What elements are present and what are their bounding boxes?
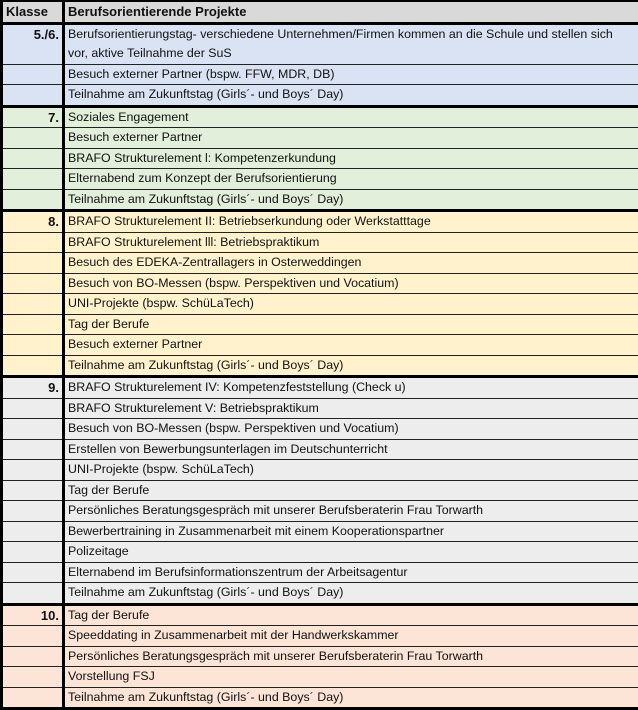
projekt-cell: Tag der Berufe: [64, 480, 638, 501]
projekt-cell: Berufsorientierungstag- verschiedene Unternehmen/Firmen kommen an die Schule und stellen sich vor, aktive Teilnahme der SuS: [64, 23, 638, 64]
table-row: [2, 562, 638, 583]
projekt-cell: BRAFO Strukturelement V: Betriebspraktikum: [64, 398, 638, 419]
klasse-cell-empty: [2, 355, 64, 377]
klasse-cell-empty: [2, 667, 64, 688]
klasse-cell-empty: [2, 232, 64, 253]
table-row: [2, 335, 638, 356]
projekt-cell: Teilnahme am Zukunftstag (Girls´- und Boys´ Day): [64, 583, 638, 605]
projekt-cell: Polizeitage: [64, 542, 638, 563]
table-row: [2, 211, 638, 233]
table-row: [2, 626, 638, 647]
klasse-cell: 8.: [2, 211, 64, 233]
table-row: [2, 273, 638, 294]
klasse-cell-empty: [2, 501, 64, 522]
projekt-cell: Soziales Engagement: [64, 106, 638, 128]
projekt-cell: Speeddating in Zusammenarbeit mit der Handwerkskammer: [64, 626, 638, 647]
table-row: [2, 64, 638, 85]
table-row: [2, 294, 638, 315]
klasse-cell-empty: [2, 273, 64, 294]
table-row: [2, 419, 638, 440]
table-row: [2, 169, 638, 190]
projekt-cell: Bewerbertraining in Zusammenarbeit mit einem Kooperationspartner: [64, 521, 638, 542]
table-row: [2, 106, 638, 128]
projekt-cell: Persönliches Beratungsgespräch mit unserer Berufsberaterin Frau Torwarth: [64, 501, 638, 522]
projekt-cell: BRAFO Strukturelement lll: Betriebspraktikum: [64, 232, 638, 253]
klasse-cell-empty: [2, 439, 64, 460]
projekt-cell: UNI-Projekte (bspw. SchüLaTech): [64, 294, 638, 315]
projekt-cell: BRAFO Strukturelement II: Betriebserkundung oder Werkstatttage: [64, 211, 638, 233]
klasse-cell-empty: [2, 335, 64, 356]
projekt-cell: Besuch von BO-Messen (bspw. Perspektiven und Vocatium): [64, 419, 638, 440]
table-row: [2, 253, 638, 274]
table-row: [2, 542, 638, 563]
projekt-cell: BRAFO Strukturelement l: Kompetenzerkundung: [64, 148, 638, 169]
klasse-cell: 10.: [2, 604, 64, 626]
table-row: [2, 85, 638, 107]
table-row: [2, 398, 638, 419]
projekt-cell: Teilnahme am Zukunftstag (Girls´- und Boys´ Day): [64, 687, 638, 709]
klasse-cell: 5./6.: [2, 23, 64, 64]
projekt-cell: Tag der Berufe: [64, 314, 638, 335]
klasse-cell-empty: [2, 253, 64, 274]
klasse-cell-empty: [2, 294, 64, 315]
table-row: [2, 646, 638, 667]
projekt-cell: Persönliches Beratungsgespräch mit unserer Berufsberaterin Frau Torwarth: [64, 646, 638, 667]
projekt-cell: Besuch des EDEKA-Zentrallagers in Osterweddingen: [64, 253, 638, 274]
header-klasse: Klasse: [2, 1, 64, 23]
projekt-cell: Tag der Berufe: [64, 604, 638, 626]
klasse-cell: 9.: [2, 377, 64, 399]
table-row: [2, 355, 638, 377]
klasse-cell-empty: [2, 189, 64, 211]
klasse-cell-empty: [2, 687, 64, 709]
projekt-cell: Vorstellung FSJ: [64, 667, 638, 688]
klasse-cell-empty: [2, 542, 64, 563]
projekt-cell: Teilnahme am Zukunftstag (Girls´- und Boys´ Day): [64, 355, 638, 377]
projekt-cell: Besuch externer Partner (bspw. FFW, MDR, DB): [64, 64, 638, 85]
klasse-cell: 7.: [2, 106, 64, 128]
projekt-cell: Teilnahme am Zukunftstag (Girls´- und Boys´ Day): [64, 189, 638, 211]
projekt-cell: Besuch externer Partner: [64, 335, 638, 356]
table-header-row: [2, 1, 638, 23]
klasse-cell-empty: [2, 626, 64, 647]
klasse-cell-empty: [2, 562, 64, 583]
table-row: [2, 667, 638, 688]
klasse-cell-empty: [2, 85, 64, 107]
projekt-cell: Elternabend zum Konzept der Berufsorientierung: [64, 169, 638, 190]
projekt-cell: Teilnahme am Zukunftstag (Girls´- und Boys´ Day): [64, 85, 638, 107]
table-row: [2, 501, 638, 522]
table-row: [2, 460, 638, 481]
klasse-cell-empty: [2, 398, 64, 419]
klasse-cell-empty: [2, 521, 64, 542]
table-row: [2, 314, 638, 335]
klasse-cell-empty: [2, 128, 64, 149]
table-row: [2, 480, 638, 501]
table-row: [2, 23, 638, 64]
table-row: [2, 521, 638, 542]
projekt-cell: UNI-Projekte (bspw. SchüLaTech): [64, 460, 638, 481]
klasse-cell-empty: [2, 148, 64, 169]
klasse-cell-empty: [2, 169, 64, 190]
klasse-cell-empty: [2, 583, 64, 605]
table-row: [2, 128, 638, 149]
table-row: [2, 687, 638, 709]
table-row: [2, 148, 638, 169]
klasse-cell-empty: [2, 314, 64, 335]
header-projekte: Berufsorientierende Projekte: [64, 1, 638, 23]
table-row: [2, 377, 638, 399]
klasse-cell-empty: [2, 64, 64, 85]
projekt-cell: Besuch von BO-Messen (bspw. Perspektiven und Vocatium): [64, 273, 638, 294]
projekt-cell: Besuch externer Partner: [64, 128, 638, 149]
klasse-cell-empty: [2, 419, 64, 440]
klasse-cell-empty: [2, 480, 64, 501]
projekt-cell: Erstellen von Bewerbungsunterlagen im Deutschunterricht: [64, 439, 638, 460]
klasse-cell-empty: [2, 460, 64, 481]
projekt-cell: Elternabend im Berufsinformationszentrum der Arbeitsagentur: [64, 562, 638, 583]
table-row: [2, 232, 638, 253]
klasse-cell-empty: [2, 646, 64, 667]
table-row: [2, 189, 638, 211]
table-row: [2, 583, 638, 605]
table-row: [2, 439, 638, 460]
table-row: [2, 604, 638, 626]
projekt-cell: BRAFO Strukturelement IV: Kompetenzfeststellung (Check u): [64, 377, 638, 399]
